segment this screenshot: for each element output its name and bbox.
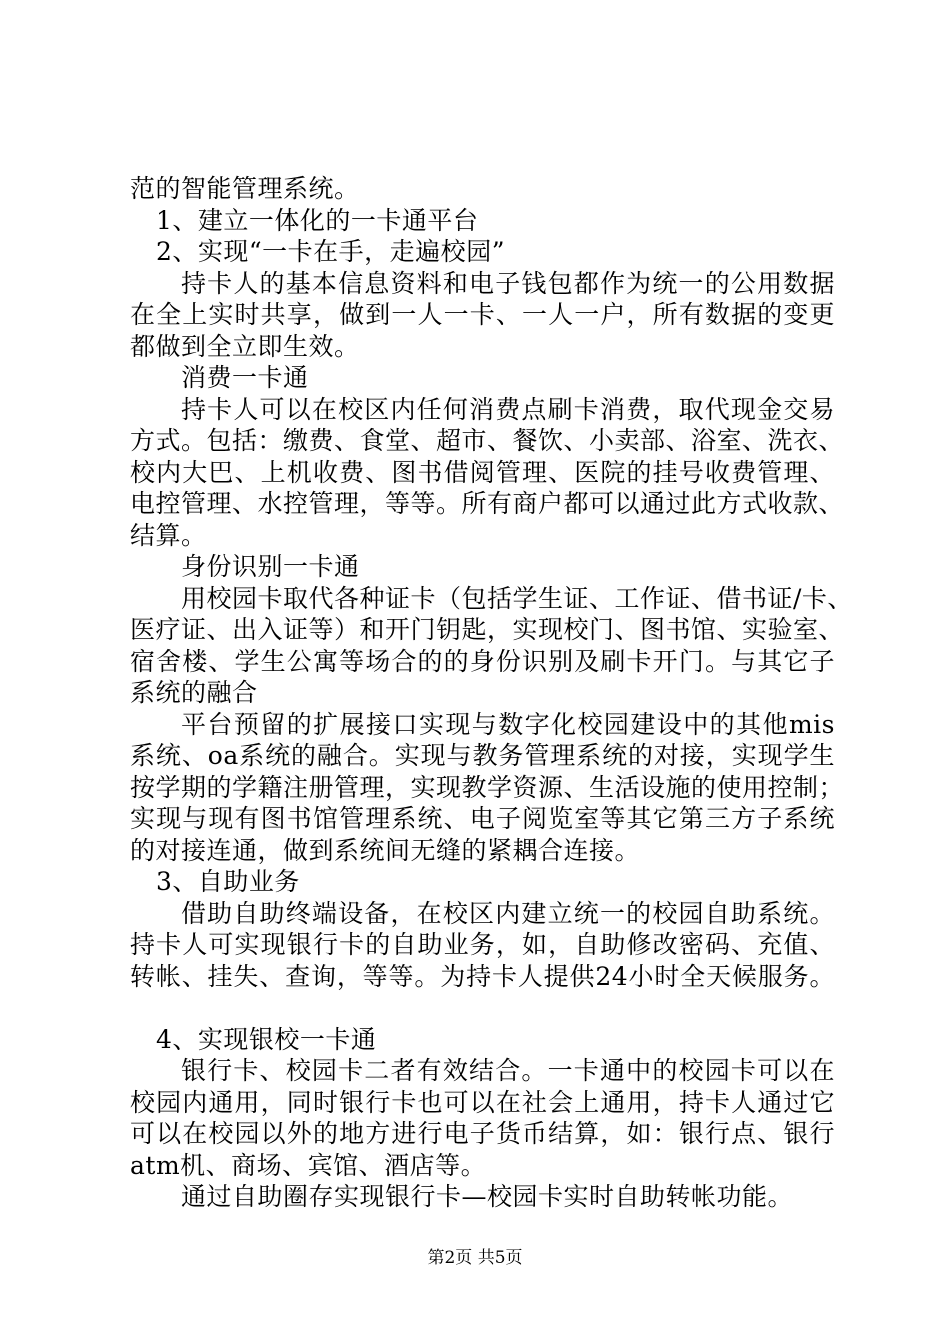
text-line: 消费一卡通 xyxy=(181,363,309,392)
text-line: 1、建立一体化的一卡通平台 xyxy=(156,205,479,235)
text-line: 银行卡、校园卡二者有效结合。一卡通中的校园卡可以在 xyxy=(181,1056,835,1085)
text-line: 持卡人的基本信息资料和电子钱包都作为统一的公用数据 xyxy=(181,268,835,298)
text-line: 在全上实时共享，做到一人一卡、一人一户，所有数据的变更 xyxy=(130,300,835,329)
text-line: 校园内通用，同时银行卡也可以在社会上通用，持卡人通过它 xyxy=(130,1087,835,1117)
text-line: 结算。 xyxy=(130,520,207,550)
text-line: 电控管理、水控管理，等等。所有商户都可以通过此方式收款、 xyxy=(130,489,845,518)
text-line: 持卡人可以在校区内任何消费点刷卡消费，取代现金交易 xyxy=(181,394,835,424)
text-line: 的对接连通，做到系统间无缝的紧耦合连接。 xyxy=(130,835,641,865)
text-line: 都做到全立即生效。 xyxy=(130,331,360,361)
text-line: atm机、商场、宾馆、酒店等。 xyxy=(130,1150,487,1180)
text-line: 医疗证、出入证等）和开门钥匙，实现校门、图书馆、实验室、 xyxy=(130,615,845,644)
text-line: 范的智能管理系统。 xyxy=(130,174,360,203)
text-line: 方式。包括：缴费、食堂、超市、餐饮、小卖部、浴室、洗衣、 xyxy=(130,426,845,455)
text-line: 系统、oa系统的融合。实现与教务管理系统的对接，实现学生 xyxy=(130,741,835,770)
document-body xyxy=(130,173,853,1213)
text-line: 按学期的学籍注册管理，实现教学资源、生活设施的使用控制； xyxy=(130,772,845,802)
text-line: 可以在校园以外的地方进行电子货币结算，如：银行点、银行 xyxy=(130,1119,835,1148)
text-line: 通过自助圈存实现银行卡—校园卡实时自助转帐功能。 xyxy=(181,1182,794,1211)
text-line: 宿舍楼、学生公寓等场合的的身份识别及刷卡开门。与其它子 xyxy=(130,646,835,676)
text-line: 系统的融合 xyxy=(130,678,258,707)
blank-line xyxy=(130,992,835,1024)
text-line: 身份识别一卡通 xyxy=(181,552,360,581)
page-number-label: 第2页 共5页 xyxy=(427,1248,523,1268)
text-line: 持卡人可实现银行卡的自助业务，如，自助修改密码、充值、 xyxy=(130,930,835,959)
text-line: 用校园卡取代各种证卡（包括学生证、工作证、借书证/卡、 xyxy=(181,583,853,613)
text-line: 转帐、挂失、查询，等等。为持卡人提供24小时全天候服务。 xyxy=(130,961,835,991)
text-line: 平台预留的扩展接口实现与数字化校园建设中的其他mis xyxy=(181,709,835,739)
text-line: 4、实现银校一卡通 xyxy=(156,1024,377,1054)
page-footer xyxy=(0,1243,950,1268)
text-line: 实现与现有图书馆管理系统、电子阅览室等其它第三方子系统 xyxy=(130,804,835,833)
text-line: 校内大巴、上机收费、图书借阅管理、医院的挂号收费管理、 xyxy=(130,457,835,487)
text-line: 借助自助终端设备，在校区内建立统一的校园自助系统。 xyxy=(181,898,835,928)
text-line: 2、实现“一卡在手，走遍校园” xyxy=(156,237,505,266)
text-line: 3、自助业务 xyxy=(156,867,300,896)
